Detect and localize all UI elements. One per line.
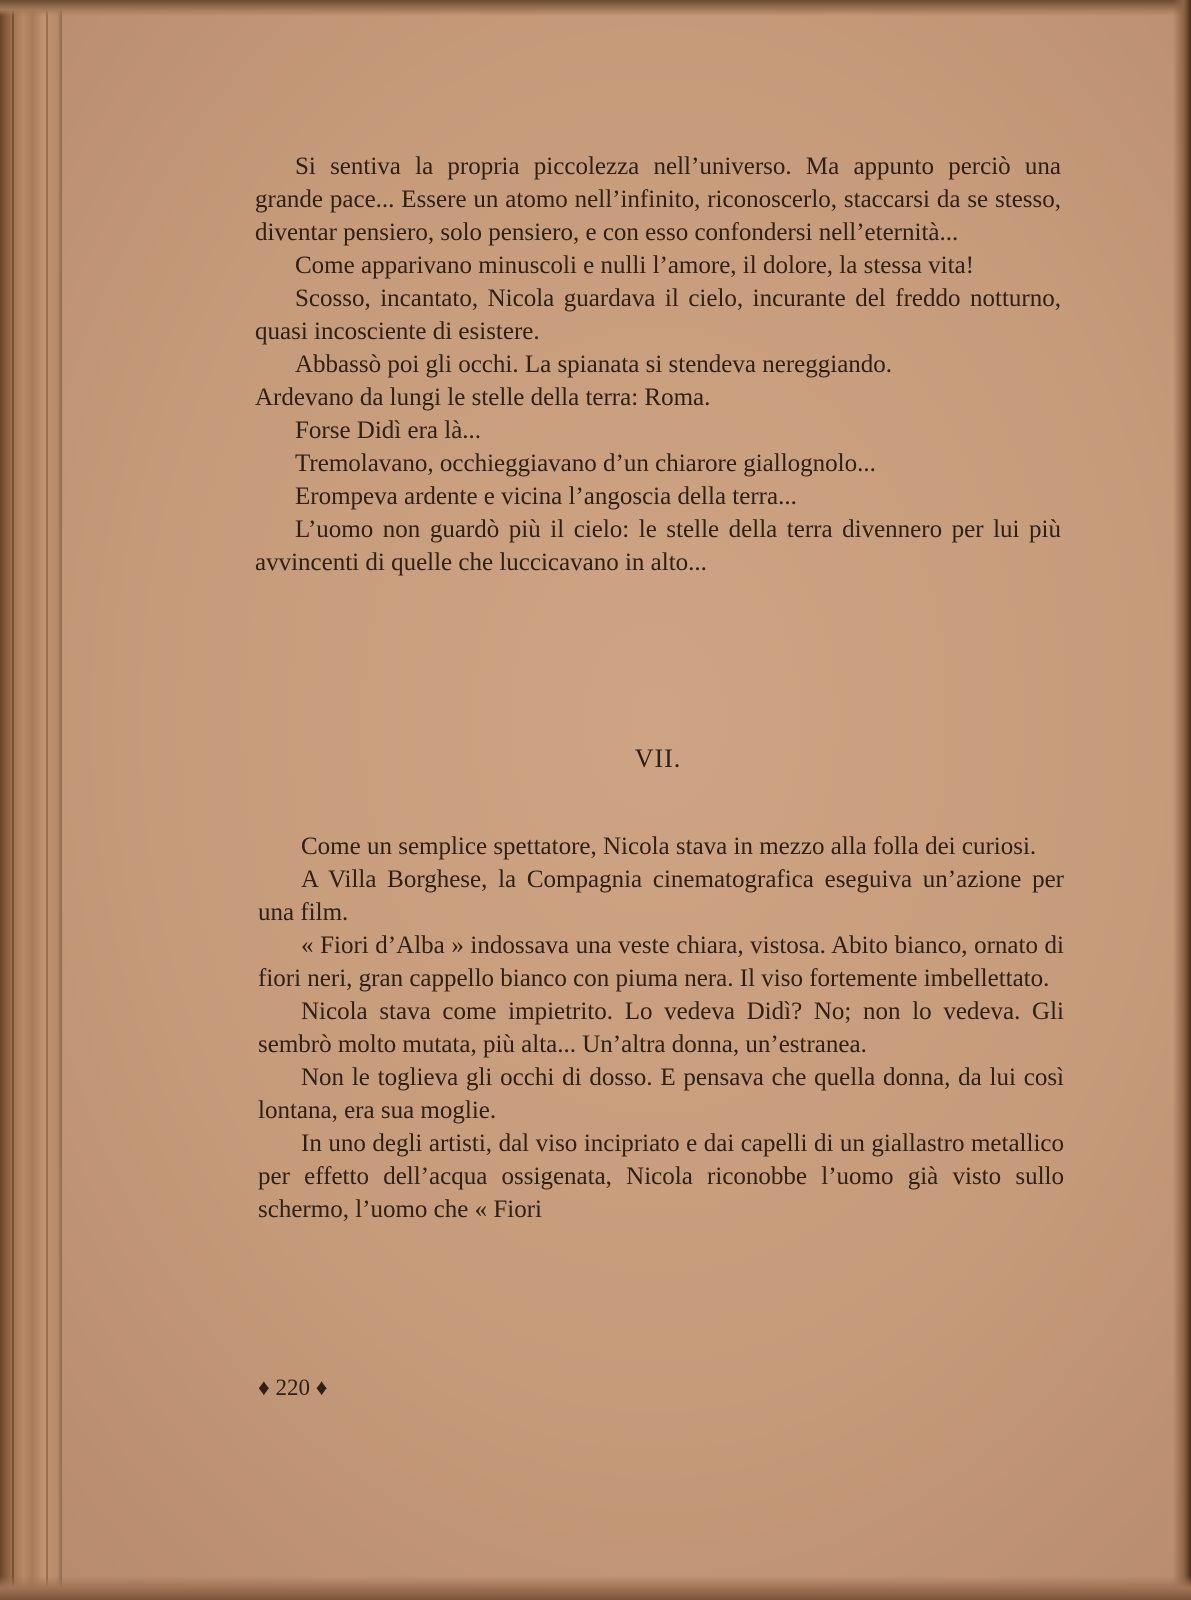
paragraph: Come un semplice spettatore, Nicola stava in mezzo alla folla dei curiosi. (301, 833, 1037, 860)
book-binding (0, 0, 62, 1600)
paragraph: Forse Didì era là... (295, 417, 482, 444)
paragraph: Scosso, incantato, Nicola guardava il cielo, incurante del freddo notturno, quasi incosciente di esistere. (255, 285, 1061, 345)
paragraph: Ardevano da lungi le stelle della terra: Roma. (255, 384, 711, 411)
paragraph: Abbassò poi gli occhi. La spianata si stendeva nereggiando. (295, 351, 893, 378)
paragraph: « Fiori d’Alba » indossava una veste chiara, vistosa. Abito bianco, ornato di fiori neri, gran cappello bianco con piuma nera. Il viso fortemente imbellettato. (258, 932, 1064, 992)
paragraph: Tremolavano, occhieggiavano d’un chiarore giallognolo... (295, 450, 876, 477)
paragraph: L’uomo non guardò più il cielo: le stelle della terra divennero per lui più avvincenti di quelle che luccicavano in alto... (255, 516, 1061, 576)
body-text-section-1 (255, 150, 1061, 579)
paragraph: Erompeva ardente e vicina l’angoscia della terra... (295, 483, 797, 510)
paragraph: Nicola stava come impietrito. Lo vedeva Didì? No; non lo vedeva. Gli sembrò molto mutata, più alta... Un’altra donna, un’estranea. (258, 998, 1064, 1058)
page-right-edge (1173, 0, 1191, 1600)
page-top-edge (0, 0, 1191, 16)
body-text-section-2 (258, 830, 1064, 1226)
paragraph: Non le toglieva gli occhi di dosso. E pensava che quella donna, da lui così lontana, era sua moglie. (258, 1064, 1064, 1124)
chapter-heading: VII. (634, 744, 682, 773)
paragraph: Come apparivano minuscoli e nulli l’amore, il dolore, la stessa vita! (295, 252, 974, 279)
page-number: ♦ 220 ♦ (258, 1375, 328, 1400)
paragraph: Si sentiva la propria piccolezza nell’universo. Ma appunto perciò una grande pace... Essere un atomo nell’infinito, riconoscerlo, staccarsi da se stesso, diventar pensiero, solo pensiero, e con esso confondersi nell’eternità... (255, 153, 1061, 246)
page-bottom-edge (0, 1576, 1191, 1600)
paragraph: In uno degli artisti, dal viso incipriato e dai capelli di un giallastro metallico per effetto dell’acqua ossigenata, Nicola riconobbe l’uomo già visto sullo schermo, l’uomo che « Fiori (258, 1130, 1064, 1223)
paragraph: A Villa Borghese, la Compagnia cinematografica eseguiva un’azione per una film. (258, 866, 1064, 926)
